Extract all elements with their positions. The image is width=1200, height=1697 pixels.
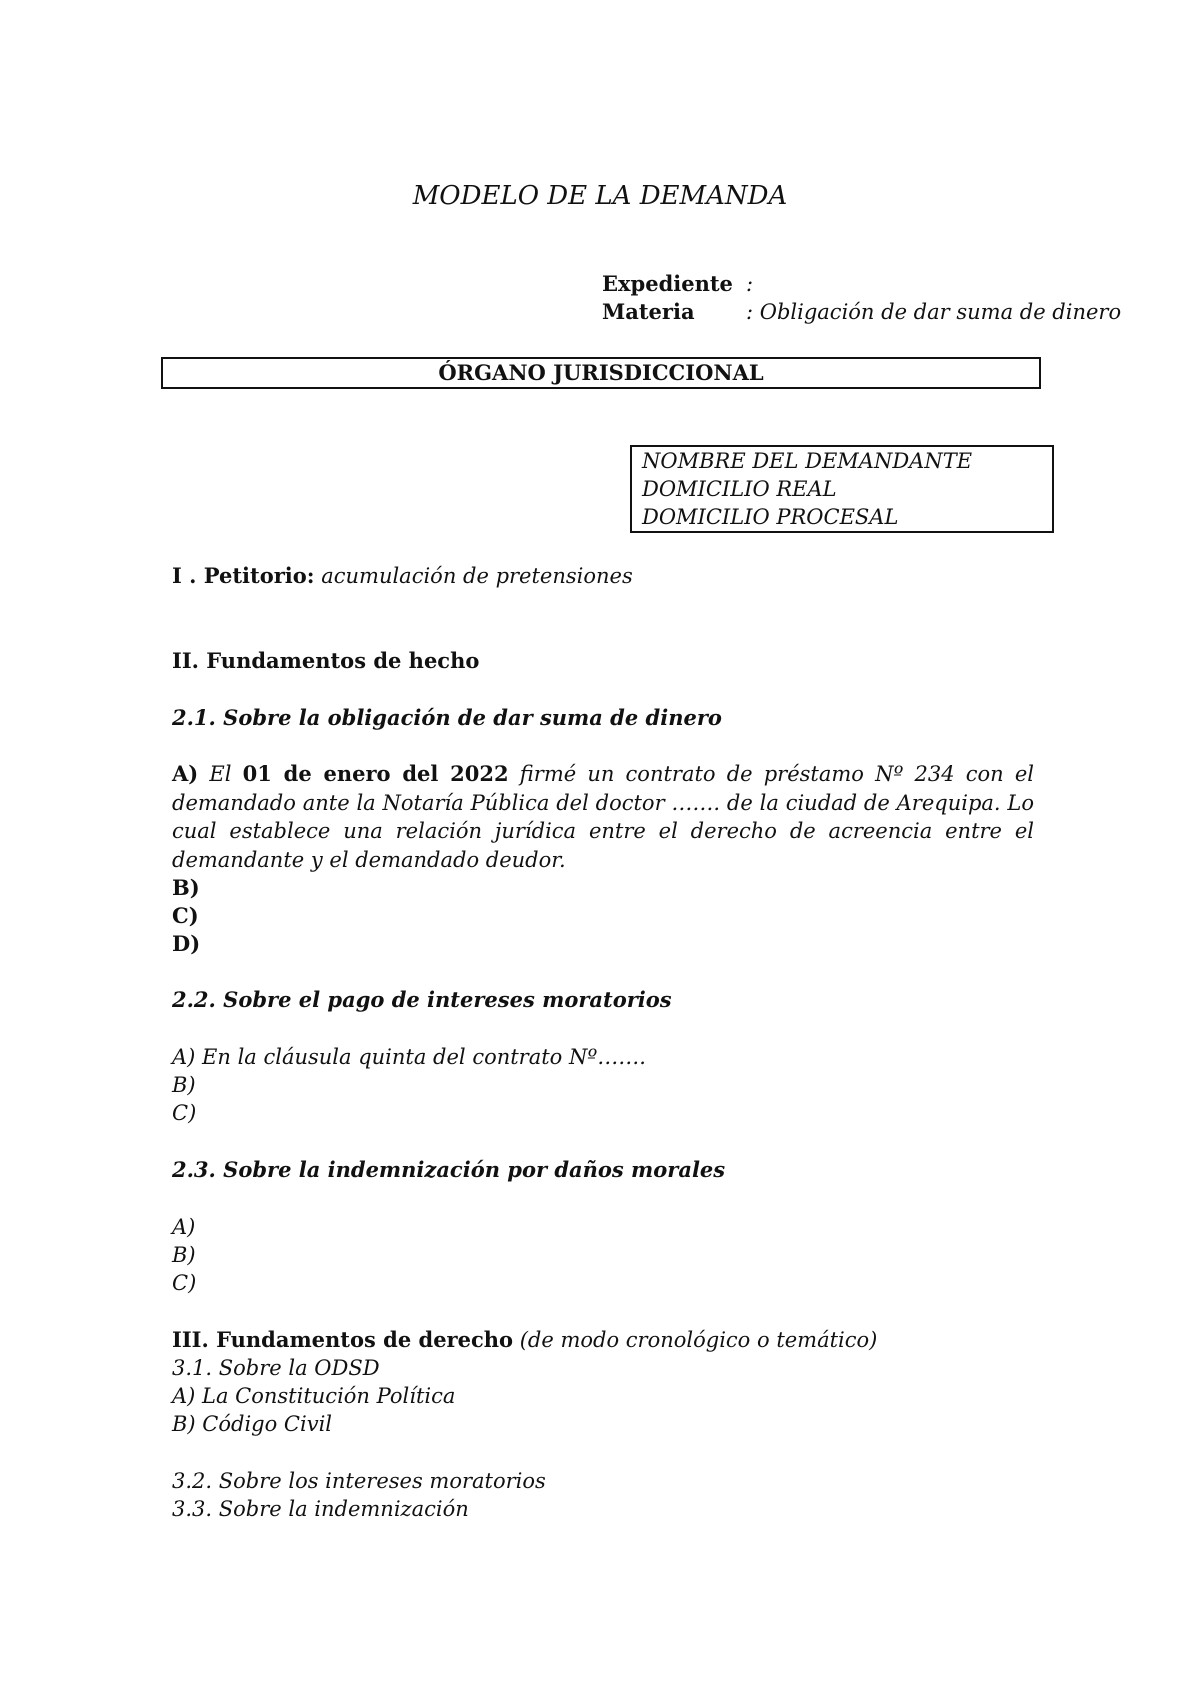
list-item: 3.3. Sobre la indemnización xyxy=(172,1497,469,1521)
document-title: MODELO DE LA DEMANDA xyxy=(412,181,788,211)
petitorio-label: I . Petitorio: xyxy=(172,563,315,588)
subsection-heading-2-2: 2.2. Sobre el pago de intereses moratorios xyxy=(172,987,672,1012)
petitorio-text: acumulación de pretensiones xyxy=(321,564,633,588)
list-item: A) La Constitución Política xyxy=(172,1384,456,1408)
list-item: B) xyxy=(172,1073,196,1097)
materia-value: : Obligación de dar suma de dinero xyxy=(746,300,1122,324)
materia-label: Materia xyxy=(602,299,695,324)
paragraph-a xyxy=(172,760,1034,874)
list-item: A) xyxy=(172,1215,196,1239)
list-item: 3.1. Sobre la ODSD xyxy=(172,1356,380,1380)
paragraph-a-text: firmé un contrato de préstamo Nº 234 con el demandado ante la Notaría Pública del doctor ……. de la ciudad de Arequipa. Lo cual establece una relación jurídica entre el derecho de acreencia entre el demandante y el demandado deudor. xyxy=(172,762,1034,872)
list-item: B) xyxy=(172,1243,196,1267)
list-item: D) xyxy=(172,931,201,956)
paragraph-a-date: 01 de enero del 2022 xyxy=(242,761,509,786)
list-item: C) xyxy=(172,1101,197,1125)
section-heading-derecho xyxy=(172,1326,877,1354)
section-heading-hechos: II. Fundamentos de hecho xyxy=(172,648,480,673)
subsection-heading-2-3: 2.3. Sobre la indemnización por daños morales xyxy=(172,1157,726,1182)
subsection-heading-2-1: 2.1. Sobre la obligación de dar suma de dinero xyxy=(172,705,722,730)
list-item: B) Código Civil xyxy=(172,1412,333,1436)
expediente-label: Expediente xyxy=(602,271,733,296)
party-info-box xyxy=(630,445,1054,533)
list-item: C) xyxy=(172,903,199,928)
item-letter: A) xyxy=(172,761,199,786)
list-item: C) xyxy=(172,1271,197,1295)
expediente-value: : xyxy=(746,272,754,296)
organo-label: ÓRGANO JURISDICCIONAL xyxy=(438,360,764,385)
organo-jurisdiccional-box xyxy=(161,357,1041,389)
list-item: A) En la cláusula quinta del contrato Nº……. xyxy=(172,1045,646,1069)
derecho-heading-note: (de modo cronológico o temático) xyxy=(519,1328,878,1352)
derecho-heading: III. Fundamentos de derecho xyxy=(172,1327,514,1352)
party-line: DOMICILIO REAL xyxy=(642,477,837,501)
list-item: 3.2. Sobre los intereses moratorios xyxy=(172,1469,546,1493)
petitorio xyxy=(172,562,633,590)
party-line: DOMICILIO PROCESAL xyxy=(642,505,899,529)
paragraph-a-el: El xyxy=(209,762,232,786)
list-item: B) xyxy=(172,875,200,900)
party-line: NOMBRE DEL DEMANDANTE xyxy=(642,449,973,473)
